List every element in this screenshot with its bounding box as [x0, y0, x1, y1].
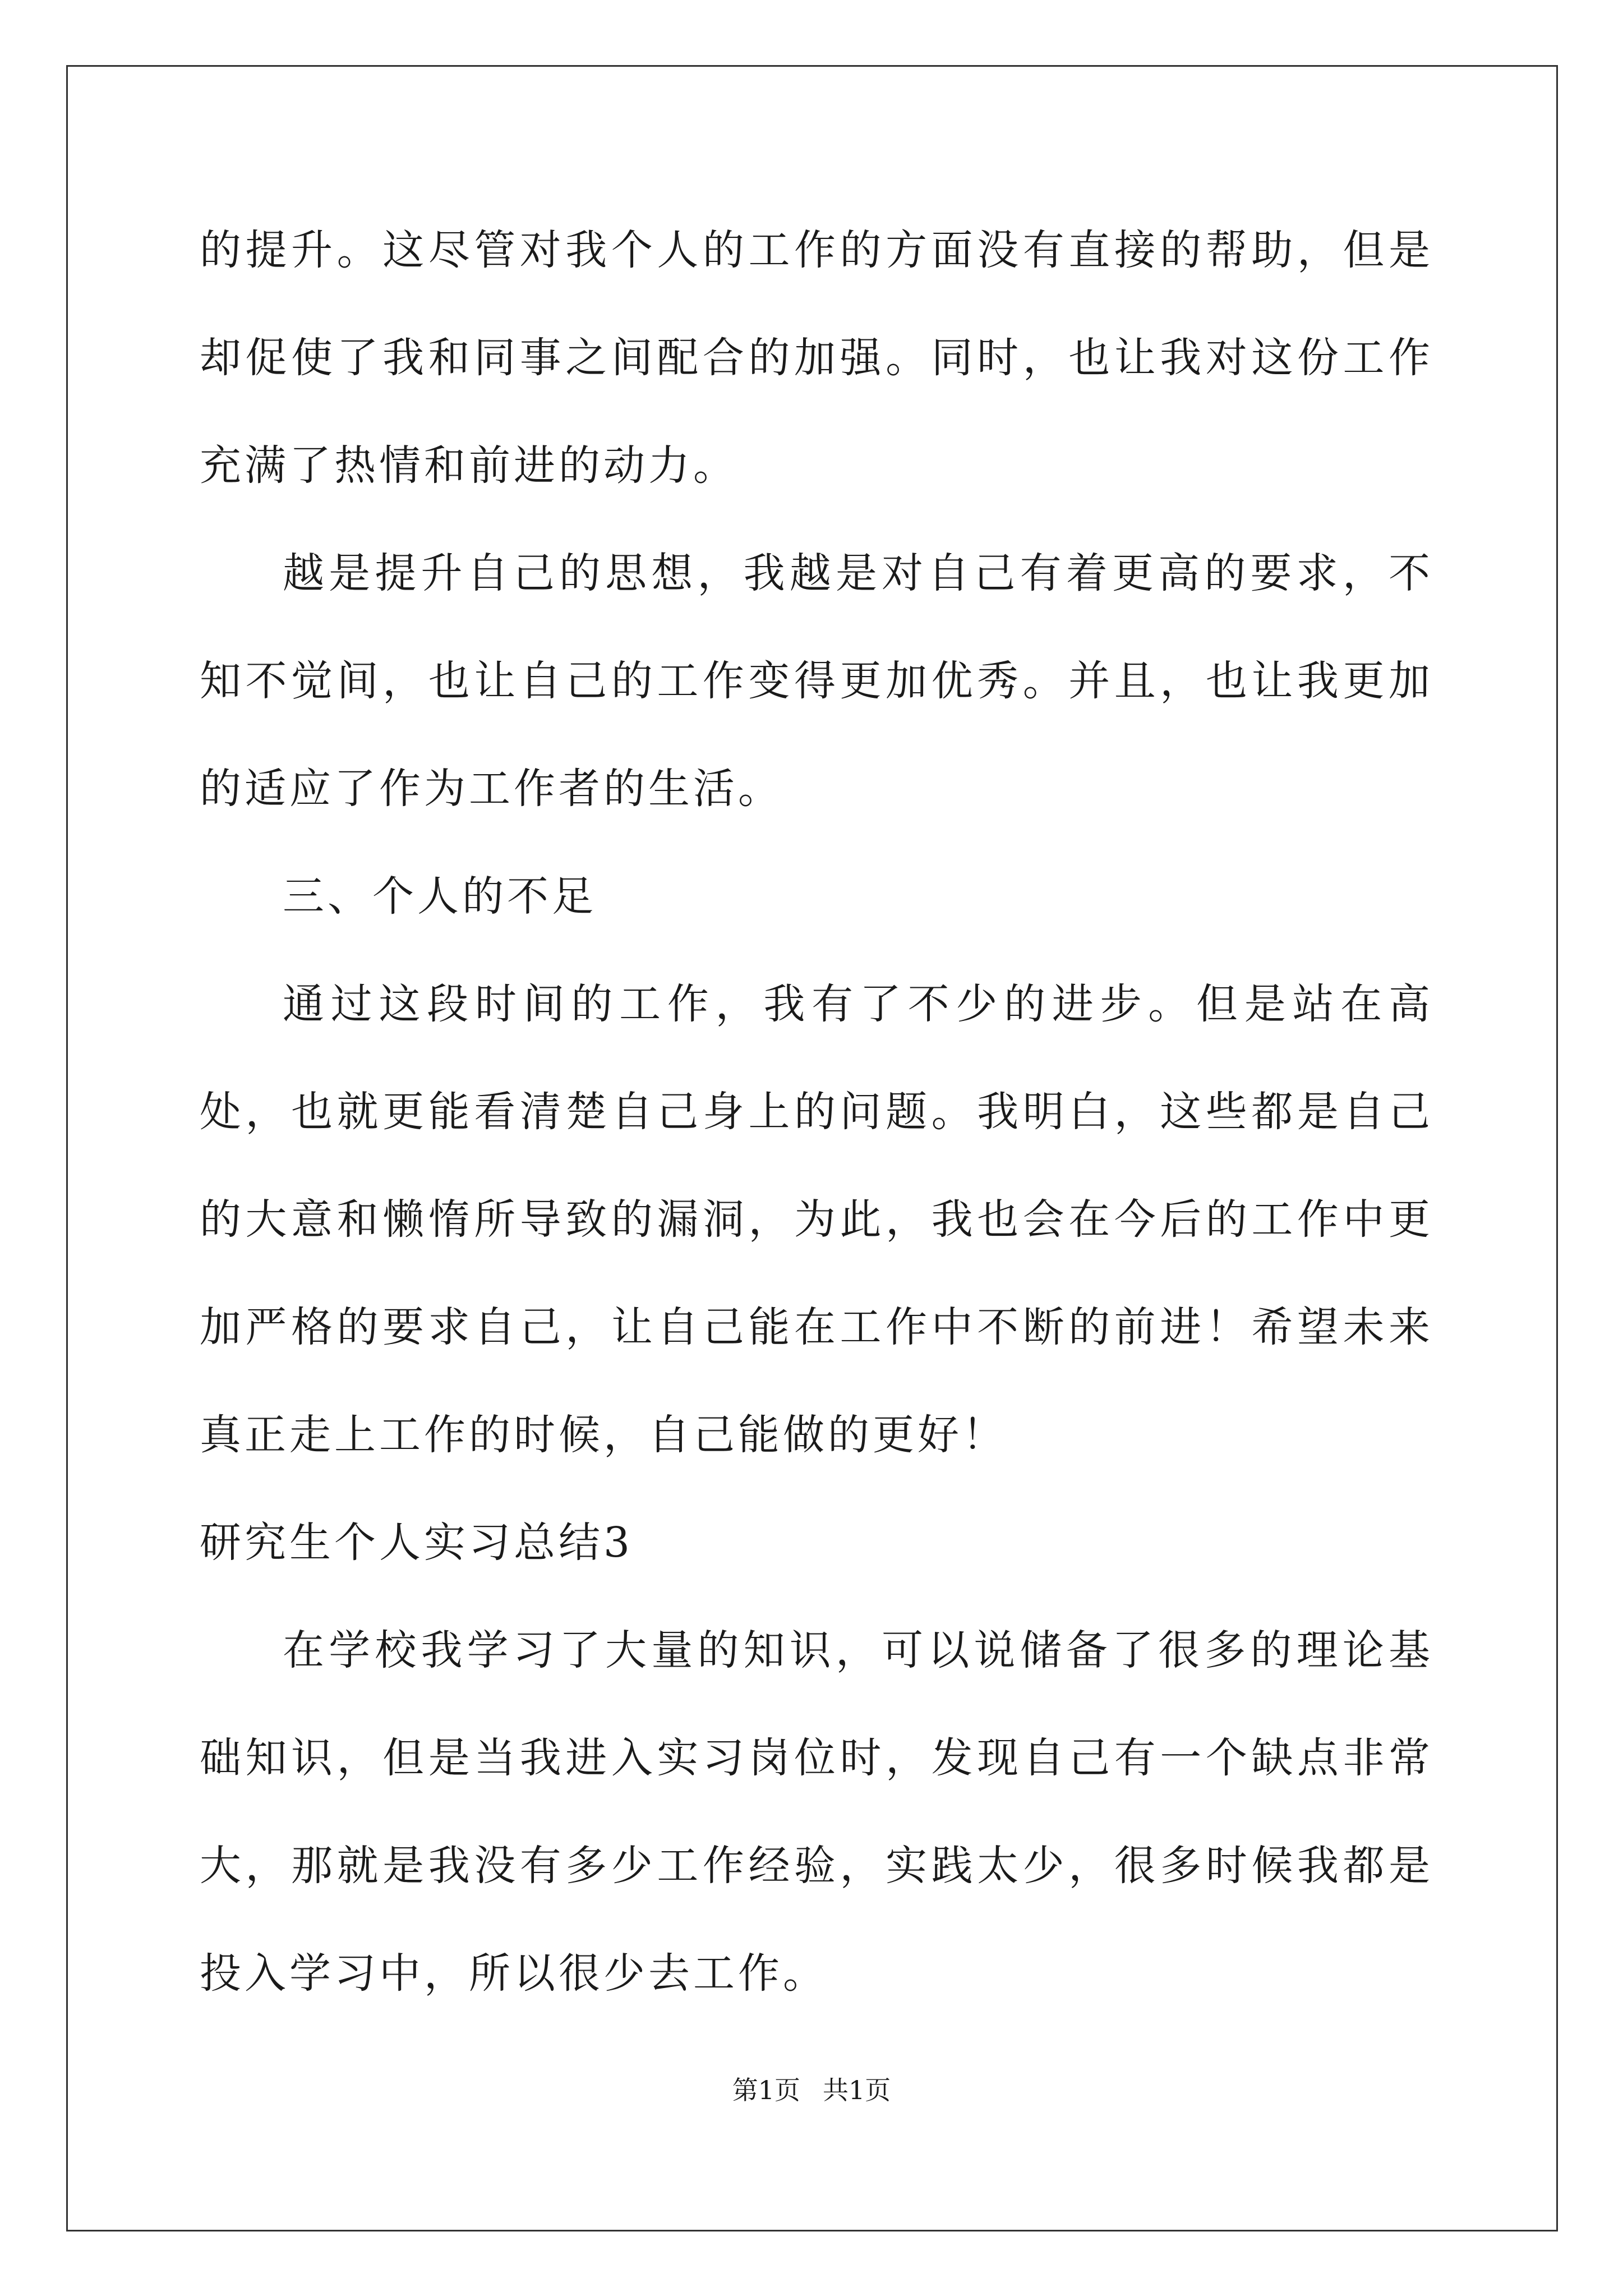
section-heading-shortcomings: 三、个人的不足: [283, 872, 597, 921]
page-footer: [0, 2073, 1623, 2107]
paragraph-3: 通过这段时间的工作，我有了不少的进步。但是站在高处，也就更能看清楚自己身上的问题。我明白，这些都是自己的大意和懒惰所导致的漏洞，为此，我也会在今后的工作中更加严格的要求自己，让自己能在工作中不断的前进！希望未来真正走上工作的时候，自己能做的更好！: [200, 980, 1433, 1459]
paragraph-4: 在学校我学习了大量的知识，可以说储备了很多的理论基础知识，但是当我进入实习岗位时，发现自己有一个缺点非常大，那就是我没有多少工作经验，实践太少，很多时候我都是投入学习中，所以很少去工作。: [200, 1626, 1433, 1998]
document-body: [200, 196, 1433, 2027]
section-title-summary-3: 研究生个人实习总结3: [200, 1519, 634, 1567]
page-number-total: 共1页: [823, 2075, 891, 2105]
paragraph-2: 越是提升自己的思想，我越是对自己有着更高的要求，不知不觉间，也让自己的工作变得更加优秀。并且，也让我更加的适应了作为工作者的生活。: [200, 549, 1433, 813]
page-number-current: 第1页: [732, 2075, 800, 2105]
paragraph-1: 的提升。这尽管对我个人的工作的方面没有直接的帮助，但是却促使了我和同事之间配合的加强。同时，也让我对这份工作充满了热情和前进的动力。: [200, 226, 1433, 490]
